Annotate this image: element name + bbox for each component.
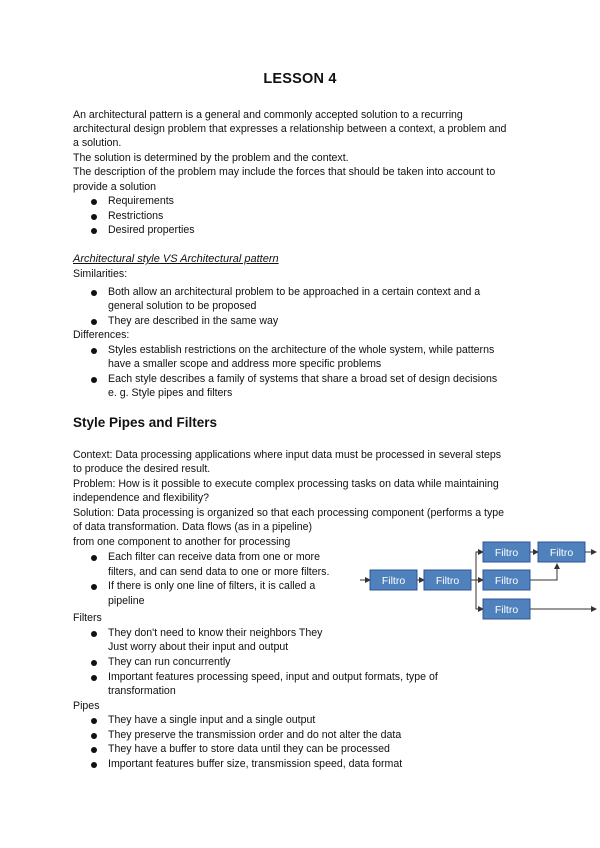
intro-line: provide a solution (73, 181, 157, 193)
list-item: Styles establish restrictions on the architecture of the whole system, while patterns (108, 344, 495, 356)
list-item-continued: general solution to be proposed (108, 300, 257, 312)
pipe-arrow (530, 564, 557, 580)
bullet-dot (91, 660, 97, 666)
list-item: They are described in the same way (108, 315, 279, 327)
list-item: Requirements (108, 195, 174, 207)
svg-text:Filtro: Filtro (494, 575, 519, 587)
list-item: They can run concurrently (108, 656, 231, 668)
list-item: Each style describes a family of systems that share a broad set of design decisions (108, 373, 498, 385)
svg-text:Filtro: Filtro (494, 547, 519, 559)
paragraph-line: Problem: How is it possible to execute complex processing tasks on data while maintaining (73, 478, 499, 490)
list-item: Important features buffer size, transmission speed, data format (108, 758, 403, 770)
list-item: They don't need to know their neighbors They (108, 627, 323, 639)
filter-box (538, 542, 585, 562)
filters-label: Filters (73, 612, 102, 624)
page-title: LESSON 4 (263, 71, 337, 87)
similarities-label: Similarities: (73, 268, 128, 280)
bullet-dot (91, 762, 97, 768)
list-item-continued: transformation (108, 685, 176, 697)
intro-line: architectural design problem that expresses a relationship between a context, a problem and (73, 123, 507, 135)
paragraph-line: independence and flexibility? (73, 492, 210, 504)
bullet-dot (91, 377, 97, 383)
paragraph-line: of data transformation. Data flows (as in a pipeline) (73, 521, 313, 533)
bullet-dot (91, 747, 97, 753)
list-item: They preserve the transmission order and do not alter the data (108, 729, 402, 741)
list-item-continued: e. g. Style pipes and filters (108, 387, 233, 399)
bullet-dot (91, 319, 97, 325)
section-heading: Style Pipes and Filters (73, 415, 218, 430)
paragraph-line: from one component to another for processing (73, 536, 291, 548)
filter-box (483, 570, 530, 590)
list-item: They have a single input and a single output (108, 714, 316, 726)
list-item-continued: have a smaller scope and address more specific problems (108, 358, 382, 370)
pipes-filters-diagram (360, 535, 600, 630)
bullet-dot (91, 584, 97, 590)
list-item: Restrictions (108, 210, 164, 222)
paragraph-line: Context: Data processing applications where input data must be processed in several steps (73, 449, 502, 461)
list-item: They have a buffer to store data until they can be processed (108, 743, 390, 755)
filter-box (483, 542, 530, 562)
filter-box (424, 570, 471, 590)
list-item: Desired properties (108, 224, 195, 236)
list-item: Important features processing speed, input and output formats, type of (108, 671, 438, 683)
pipes-label: Pipes (73, 700, 100, 712)
filter-box (483, 599, 530, 619)
differences-label: Differences: (73, 329, 130, 341)
svg-text:Filtro: Filtro (435, 575, 460, 587)
list-item: Both allow an architectural problem to be approached in a certain context and a (108, 286, 481, 298)
svg-text:Filtro: Filtro (381, 575, 406, 587)
list-item: If there is only one line of filters, it is called a (108, 580, 316, 592)
intro-line: a solution. (73, 137, 122, 149)
bullet-dot (91, 675, 97, 681)
pipe-arrow (476, 580, 483, 609)
list-item: Each filter can receive data from one or more (108, 551, 320, 563)
bullet-dot (91, 228, 97, 234)
filter-box (370, 570, 417, 590)
pipe-arrow (476, 552, 483, 580)
paragraph-line: Solution: Data processing is organized so that each processing component (performs a type (73, 507, 505, 519)
intro-line: An architectural pattern is a general and commonly accepted solution to a recurring (73, 109, 463, 121)
list-item-continued: filters, and can send data to one or more filters. (108, 566, 330, 578)
bullet-dot (91, 733, 97, 739)
svg-text:Filtro: Filtro (494, 604, 519, 616)
bullet-dot (91, 555, 97, 561)
bullet-dot (91, 348, 97, 354)
bullet-dot (91, 214, 97, 220)
bullet-dot (91, 199, 97, 205)
bullet-dot (91, 290, 97, 296)
section-subtitle: Architectural style VS Architectural pattern (73, 253, 279, 265)
bullet-dot (91, 631, 97, 637)
bullet-dot (91, 718, 97, 724)
list-item-continued: pipeline (108, 595, 145, 607)
paragraph-line: to produce the desired result. (73, 463, 211, 475)
svg-text:Filtro: Filtro (549, 547, 574, 559)
intro-line: The description of the problem may include the forces that should be taken into account to (73, 166, 496, 178)
intro-line: The solution is determined by the problem and the context. (73, 152, 349, 164)
list-item-continued: Just worry about their input and output (108, 641, 289, 653)
